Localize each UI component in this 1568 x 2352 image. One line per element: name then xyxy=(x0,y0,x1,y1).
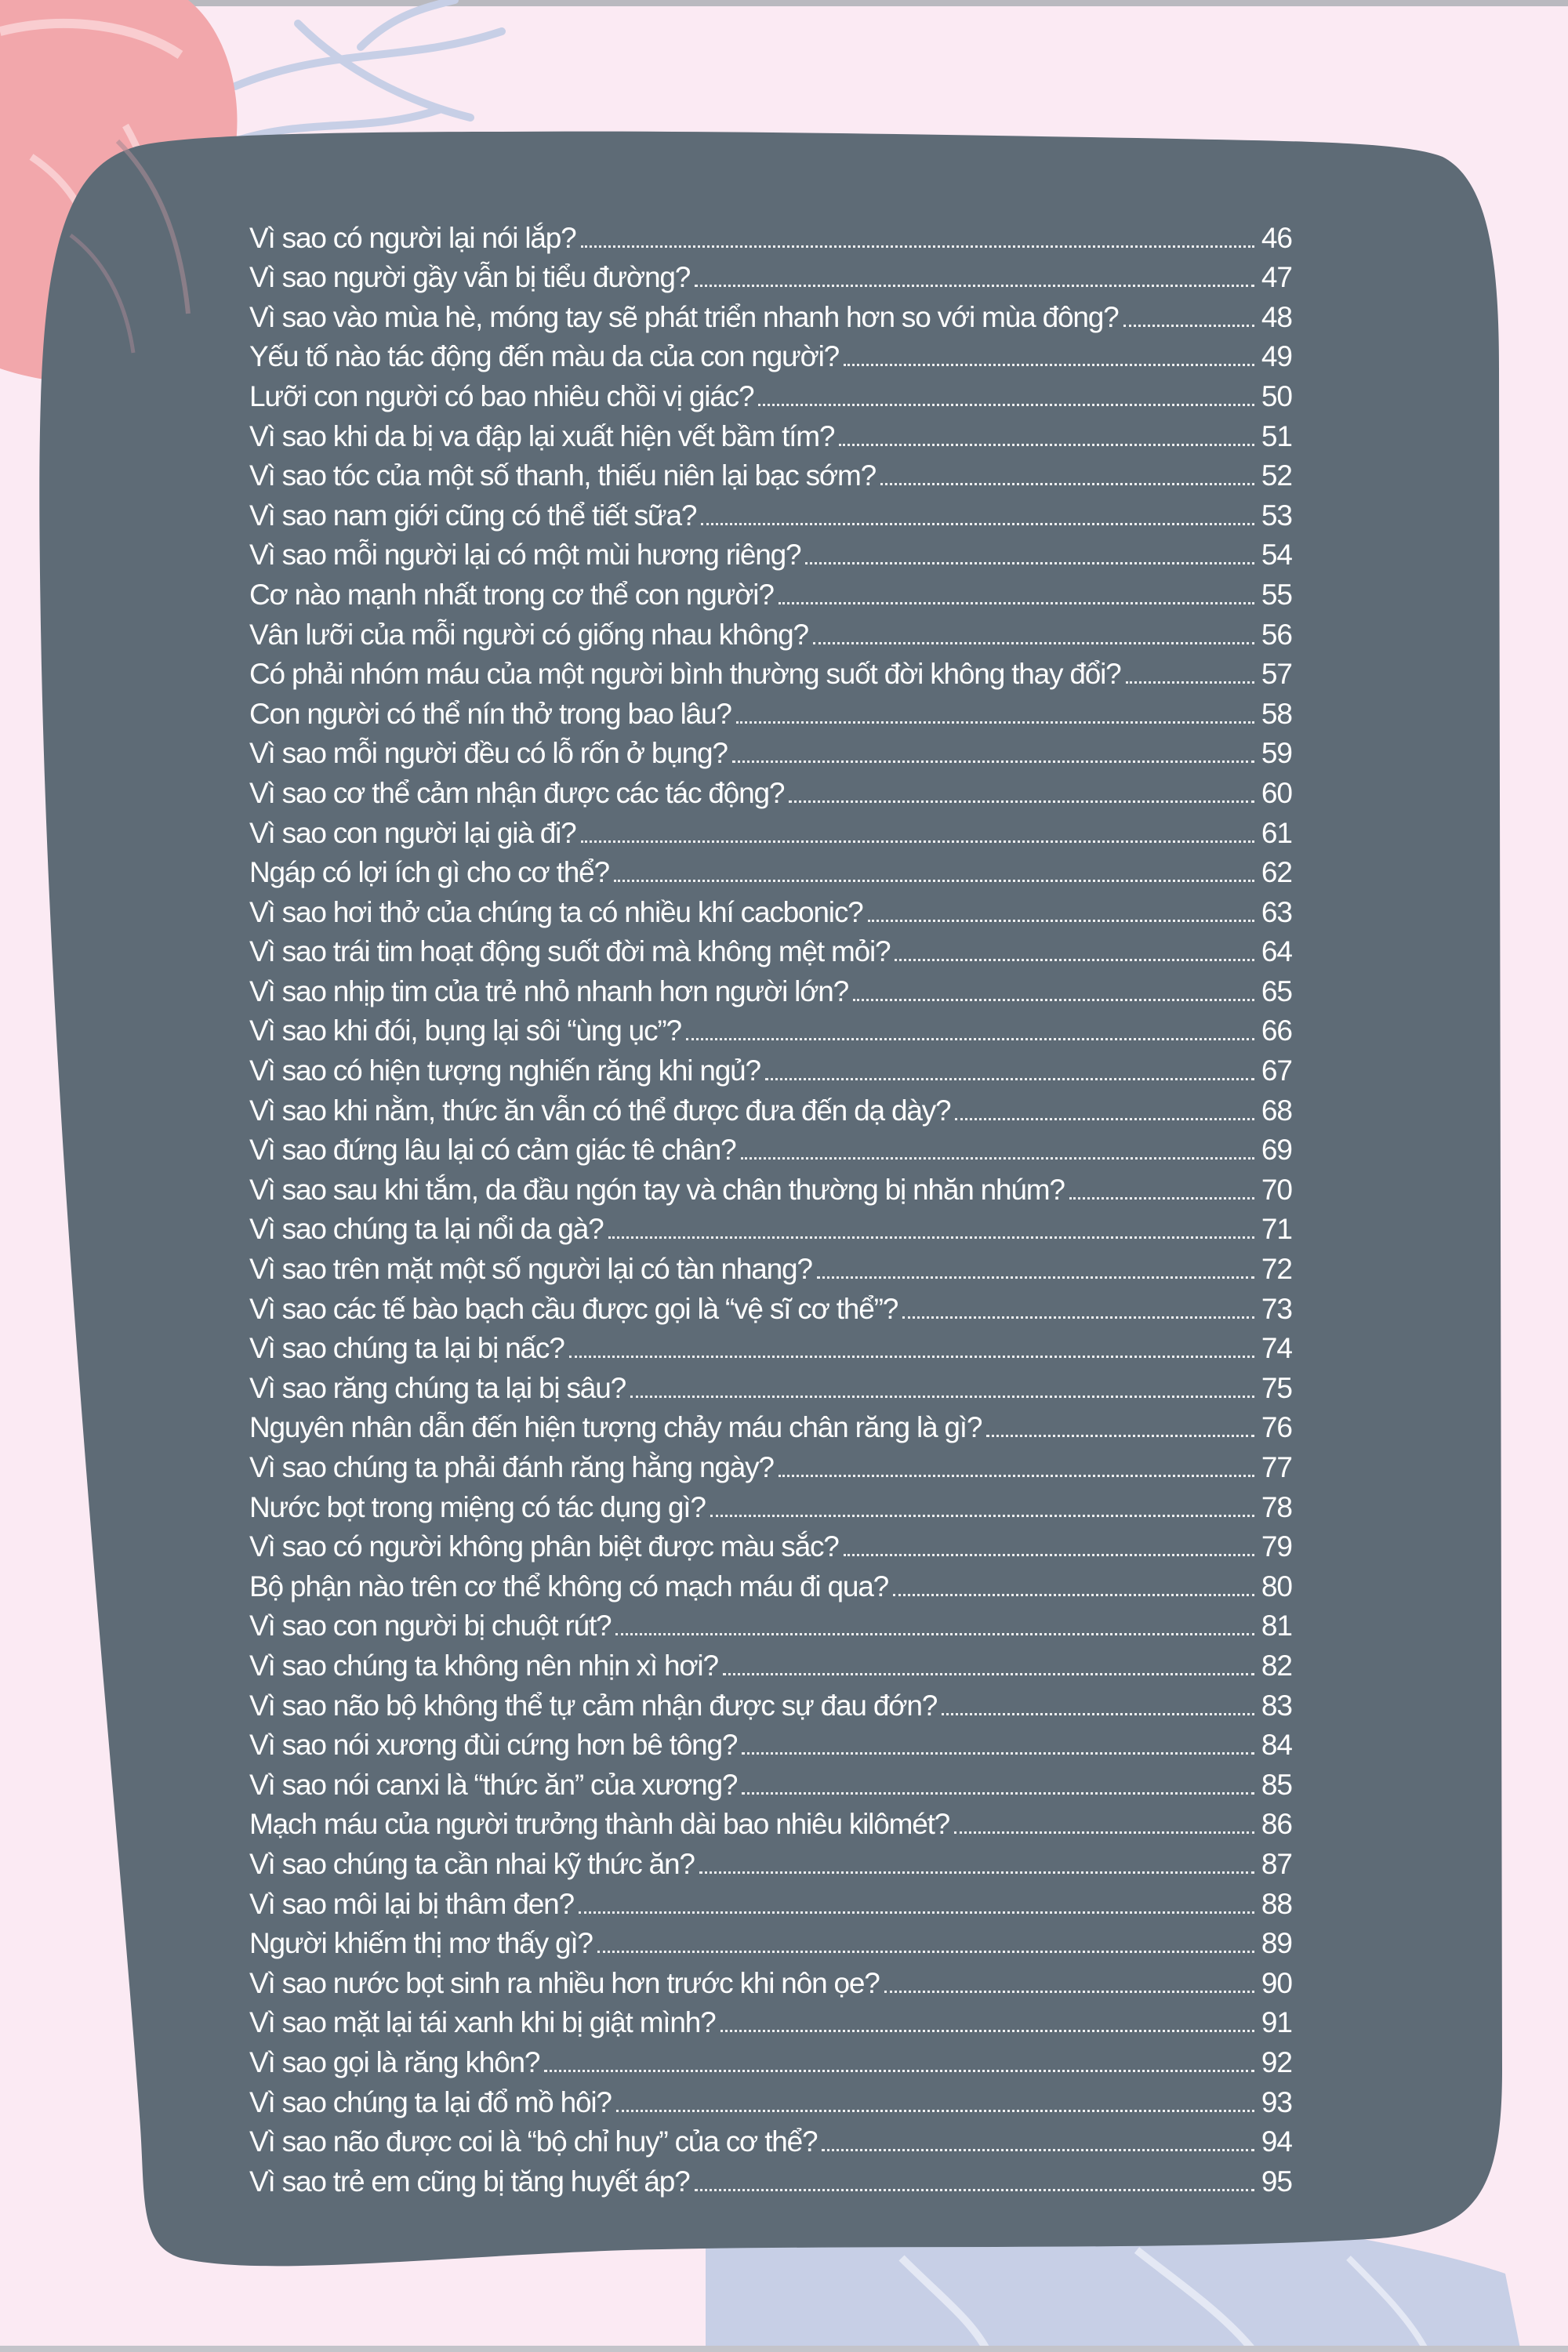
dot-leader xyxy=(695,2189,1254,2191)
toc-entry xyxy=(249,813,1292,853)
toc-entry xyxy=(249,1606,1292,1646)
toc-entry-title: Vì sao cơ thể cảm nhận được các tác động? xyxy=(249,776,785,809)
dot-leader xyxy=(822,2149,1254,2151)
dot-leader xyxy=(608,1236,1254,1239)
toc-entry-page-number: 52 xyxy=(1261,459,1292,492)
dot-leader xyxy=(544,2070,1254,2072)
dot-leader xyxy=(1126,681,1254,684)
toc-entry-page-number: 91 xyxy=(1261,2006,1292,2039)
dot-leader xyxy=(884,1991,1254,1993)
dot-leader xyxy=(813,642,1254,644)
toc-entry-page-number: 48 xyxy=(1261,300,1292,333)
toc-entry xyxy=(249,1091,1292,1131)
toc-entry-page-number: 65 xyxy=(1261,975,1292,1007)
bottom-border xyxy=(0,2346,1568,2352)
toc-entry xyxy=(249,1527,1292,1567)
toc-entry-title: Nguyên nhân dẫn đến hiện tượng chảy máu chân răng là gì? xyxy=(249,1411,982,1444)
dot-leader xyxy=(1123,325,1255,327)
toc-entry-title: Lưỡi con người có bao nhiêu chồi vị giác? xyxy=(249,379,754,412)
toc-entry-page-number: 85 xyxy=(1261,1768,1292,1801)
dot-leader xyxy=(597,1951,1254,1953)
dot-leader xyxy=(615,1633,1254,1635)
toc-entry xyxy=(249,1487,1292,1527)
toc-entry-title: Bộ phận nào trên cơ thể không có mạch máu đi qua? xyxy=(249,1570,888,1602)
toc-entry-title: Vì sao trẻ em cũng bị tăng huyết áp? xyxy=(249,2165,690,2198)
dot-leader xyxy=(839,444,1254,446)
toc-entry-title: Vì sao nói canxi là “thức ăn” của xương? xyxy=(249,1768,738,1801)
toc-entry xyxy=(249,655,1292,695)
dot-leader xyxy=(986,1435,1254,1437)
toc-entry xyxy=(249,2122,1292,2162)
toc-entry-page-number: 60 xyxy=(1261,776,1292,809)
toc-entry-page-number: 63 xyxy=(1261,895,1292,928)
toc-entry-page-number: 56 xyxy=(1261,618,1292,651)
toc-entry xyxy=(249,2161,1292,2201)
dot-leader xyxy=(779,602,1254,604)
toc-entry-title: Vì sao nhịp tim của trẻ nhỏ nhanh hơn người lớn? xyxy=(249,975,849,1007)
dot-leader xyxy=(581,840,1254,843)
dot-leader xyxy=(614,880,1254,882)
toc-entry-title: Vì sao chúng ta lại đổ mồ hôi? xyxy=(249,2085,612,2118)
toc-entry-page-number: 78 xyxy=(1261,1490,1292,1523)
toc-entry-title: Vì sao người gầy vẫn bị tiểu đường? xyxy=(249,261,691,294)
dot-leader xyxy=(701,523,1254,525)
dot-leader xyxy=(765,1078,1254,1080)
toc-entry-title: Vì sao chúng ta cần nhai kỹ thức ăn? xyxy=(249,1847,695,1880)
toc-entry-page-number: 90 xyxy=(1261,1966,1292,1999)
toc-entry-page-number: 94 xyxy=(1261,2125,1292,2158)
toc-entry xyxy=(249,258,1292,298)
dot-leader xyxy=(758,404,1254,406)
toc-entry-title: Vì sao chúng ta không nên nhịn xì hơi? xyxy=(249,1649,718,1682)
toc-entry-page-number: 93 xyxy=(1261,2085,1292,2118)
toc-entry-page-number: 68 xyxy=(1261,1094,1292,1127)
toc-entry-page-number: 59 xyxy=(1261,737,1292,770)
toc-entry-page-number: 86 xyxy=(1261,1808,1292,1841)
dot-leader xyxy=(844,1554,1254,1556)
toc-entry-title: Yếu tố nào tác động đến màu da của con người? xyxy=(249,340,840,373)
toc-entry-page-number: 72 xyxy=(1261,1253,1292,1286)
toc-entry-page-number: 69 xyxy=(1261,1134,1292,1167)
toc-entry xyxy=(249,1726,1292,1766)
toc-entry-page-number: 89 xyxy=(1261,1927,1292,1960)
dot-leader xyxy=(880,483,1254,485)
toc-entry-page-number: 49 xyxy=(1261,340,1292,373)
dot-leader xyxy=(844,364,1254,366)
dot-leader xyxy=(779,1475,1254,1477)
toc-entry-page-number: 75 xyxy=(1261,1371,1292,1404)
toc-entry-title: Vì sao con người bị chuột rút? xyxy=(249,1610,612,1642)
toc-entry xyxy=(249,971,1292,1011)
toc-entry-page-number: 76 xyxy=(1261,1411,1292,1444)
toc-entry-page-number: 71 xyxy=(1261,1213,1292,1246)
toc-entry-page-number: 46 xyxy=(1261,221,1292,254)
toc-entry xyxy=(249,1765,1292,1805)
toc-entry-page-number: 79 xyxy=(1261,1530,1292,1563)
toc-entry xyxy=(249,1646,1292,1686)
dot-leader xyxy=(789,800,1254,803)
dot-leader xyxy=(817,1276,1254,1279)
toc-entry-title: Vì sao con người lại già đi? xyxy=(249,816,576,849)
dot-leader xyxy=(742,1792,1254,1795)
dot-leader xyxy=(736,721,1254,724)
toc-entry xyxy=(249,1249,1292,1289)
toc-entry-page-number: 83 xyxy=(1261,1689,1292,1722)
toc-entry-page-number: 82 xyxy=(1261,1649,1292,1682)
toc-entry-page-number: 54 xyxy=(1261,539,1292,572)
dot-leader xyxy=(579,1911,1254,1914)
toc-entry-title: Vì sao răng chúng ta lại bị sâu? xyxy=(249,1371,626,1404)
toc-entry-title: Mạch máu của người trưởng thành dài bao nhiêu kilômét? xyxy=(249,1808,950,1841)
toc-entry-page-number: 74 xyxy=(1261,1332,1292,1365)
toc-entry xyxy=(249,615,1292,655)
toc-entry xyxy=(249,892,1292,932)
toc-entry-title: Vì sao trái tim hoạt động suốt đời mà không mệt mỏi? xyxy=(249,935,891,968)
toc-entry-title: Vì sao nước bọt sinh ra nhiều hơn trước khi nôn ọe? xyxy=(249,1966,880,1999)
toc-entry-page-number: 80 xyxy=(1261,1570,1292,1602)
dot-leader xyxy=(942,1713,1254,1715)
toc-entry xyxy=(249,2042,1292,2082)
dot-leader xyxy=(710,1515,1254,1517)
dot-leader xyxy=(616,2110,1254,2112)
toc-entry-title: Vì sao não bộ không thể tự cảm nhận được sự đau đớn? xyxy=(249,1689,938,1722)
dot-leader xyxy=(581,245,1254,248)
dot-leader xyxy=(695,285,1254,287)
toc-entry-page-number: 47 xyxy=(1261,261,1292,294)
toc-entry-title: Người khiếm thị mơ thấy gì? xyxy=(249,1927,593,1960)
toc-entry-title: Nước bọt trong miệng có tác dụng gì? xyxy=(249,1490,706,1523)
toc-entry-page-number: 92 xyxy=(1261,2045,1292,2078)
toc-entry-page-number: 57 xyxy=(1261,658,1292,691)
toc-entry-title: Vì sao chúng ta lại bị nấc? xyxy=(249,1332,564,1365)
dot-leader xyxy=(723,1673,1254,1675)
toc-entry xyxy=(249,376,1292,416)
toc-entry-page-number: 95 xyxy=(1261,2165,1292,2198)
dot-leader xyxy=(868,920,1255,922)
dot-leader xyxy=(955,1118,1254,1120)
toc-entry-title: Vì sao môi lại bị thâm đen? xyxy=(249,1887,574,1920)
toc-entry-title: Vì sao tóc của một số thanh, thiếu niên lại bạc sớm? xyxy=(249,459,876,492)
toc-entry-page-number: 66 xyxy=(1261,1014,1292,1047)
toc-entry-title: Vì sao có hiện tượng nghiến răng khi ngủ? xyxy=(249,1054,760,1087)
toc-entry xyxy=(249,456,1292,496)
toc-entry xyxy=(249,1329,1292,1369)
toc-entry-title: Vì sao nam giới cũng có thể tiết sữa? xyxy=(249,499,697,532)
toc-entry-title: Vì sao mỗi người đều có lỗ rốn ở bụng? xyxy=(249,737,728,770)
dot-leader xyxy=(853,999,1254,1001)
toc-entry-title: Vì sao các tế bào bạch cầu được gọi là “vệ sĩ cơ thể”? xyxy=(249,1292,898,1325)
toc-entry xyxy=(249,1131,1292,1171)
toc-entry-page-number: 73 xyxy=(1261,1292,1292,1325)
toc-entry xyxy=(249,773,1292,813)
toc-entry xyxy=(249,734,1292,774)
dot-leader xyxy=(699,1871,1254,1874)
toc-entry xyxy=(249,1051,1292,1091)
toc-entry-title: Vì sao đứng lâu lại có cảm giác tê chân? xyxy=(249,1134,736,1167)
toc-entry xyxy=(249,694,1292,734)
toc-entry-page-number: 70 xyxy=(1261,1173,1292,1206)
toc-entry xyxy=(249,495,1292,535)
toc-entry-page-number: 88 xyxy=(1261,1887,1292,1920)
toc-entry-title: Vì sao khi nằm, thức ăn vẫn có thể được đưa đến dạ dày? xyxy=(249,1094,951,1127)
toc-entry xyxy=(249,297,1292,337)
toc-entry-title: Vì sao mặt lại tái xanh khi bị giật mình? xyxy=(249,2006,716,2039)
toc-entry-title: Vì sao có người lại nói lắp? xyxy=(249,221,576,254)
toc-entry-title: Vì sao trên mặt một số người lại có tàn nhang? xyxy=(249,1253,812,1286)
toc-entry xyxy=(249,2082,1292,2122)
toc-entry xyxy=(249,1884,1292,1924)
dot-leader xyxy=(686,1038,1254,1040)
toc-entry-title: Cơ nào mạnh nhất trong cơ thể con người? xyxy=(249,578,774,611)
toc-entry xyxy=(249,416,1292,456)
toc-entry-title: Vì sao nói xương đùi cứng hơn bê tông? xyxy=(249,1729,738,1762)
toc-entry-page-number: 61 xyxy=(1261,816,1292,849)
toc-entry-title: Có phải nhóm máu của một người bình thường suốt đời không thay đổi? xyxy=(249,658,1121,691)
toc-entry-title: Vì sao hơi thở của chúng ta có nhiều khí cacbonic? xyxy=(249,895,863,928)
toc-entry xyxy=(249,1924,1292,1964)
toc-entry xyxy=(249,1289,1292,1329)
toc-entry xyxy=(249,1805,1292,1845)
toc-entry-title: Con người có thể nín thở trong bao lâu? xyxy=(249,697,731,730)
toc-entry xyxy=(249,337,1292,377)
dot-leader xyxy=(569,1356,1254,1358)
toc-entry-title: Vì sao sau khi tắm, da đầu ngón tay và chân thường bị nhăn nhúm? xyxy=(249,1173,1065,1206)
toc-entry xyxy=(249,1368,1292,1408)
toc-entry xyxy=(249,1566,1292,1606)
toc-entry xyxy=(249,535,1292,575)
dot-leader xyxy=(732,760,1254,763)
toc-entry xyxy=(249,1170,1292,1210)
toc-entry-page-number: 67 xyxy=(1261,1054,1292,1087)
toc-entry-page-number: 77 xyxy=(1261,1451,1292,1483)
toc-entry-title: Vì sao chúng ta lại nổi da gà? xyxy=(249,1213,604,1246)
toc-entry-title: Vì sao gọi là răng khôn? xyxy=(249,2045,540,2078)
dot-leader xyxy=(742,1752,1254,1755)
dot-leader xyxy=(1069,1197,1254,1200)
toc-entry-title: Vì sao có người không phân biệt được màu sắc? xyxy=(249,1530,839,1563)
dot-leader xyxy=(741,1157,1254,1160)
dot-leader xyxy=(902,1316,1254,1319)
toc-entry xyxy=(249,1844,1292,1884)
toc-entry xyxy=(249,932,1292,972)
toc-entry-page-number: 62 xyxy=(1261,856,1292,889)
toc-entry-page-number: 55 xyxy=(1261,578,1292,611)
toc-entry-title: Vì sao vào mùa hè, móng tay sẽ phát triển nhanh hơn so với mùa đông? xyxy=(249,300,1119,333)
dot-leader xyxy=(954,1831,1254,1834)
toc-entry-title: Vì sao não được coi là “bộ chỉ huy” của cơ thể? xyxy=(249,2125,818,2158)
toc-entry xyxy=(249,218,1292,258)
dot-leader xyxy=(630,1396,1254,1398)
dot-leader xyxy=(805,562,1254,564)
toc-entry-page-number: 87 xyxy=(1261,1847,1292,1880)
toc-entry-page-number: 50 xyxy=(1261,379,1292,412)
toc-entry-title: Vì sao khi da bị va đập lại xuất hiện vết bầm tím? xyxy=(249,419,835,452)
toc-entry-page-number: 81 xyxy=(1261,1610,1292,1642)
table-of-contents xyxy=(249,218,1292,2201)
toc-entry xyxy=(249,2003,1292,2043)
dot-leader xyxy=(895,959,1254,961)
toc-entry-title: Vân lưỡi của mỗi người có giống nhau không? xyxy=(249,618,808,651)
toc-entry xyxy=(249,1963,1292,2003)
toc-entry xyxy=(249,1210,1292,1250)
toc-entry xyxy=(249,1686,1292,1726)
toc-entry-title: Vì sao khi đói, bụng lại sôi “ùng ục”? xyxy=(249,1014,681,1047)
toc-entry-page-number: 64 xyxy=(1261,935,1292,968)
dot-leader xyxy=(893,1594,1254,1596)
toc-entry xyxy=(249,1447,1292,1487)
toc-entry-title: Ngáp có lợi ích gì cho cơ thể? xyxy=(249,856,609,889)
toc-entry xyxy=(249,853,1292,893)
toc-entry xyxy=(249,575,1292,615)
toc-entry-title: Vì sao chúng ta phải đánh răng hằng ngày? xyxy=(249,1451,774,1483)
dot-leader xyxy=(720,2030,1254,2032)
toc-entry-page-number: 58 xyxy=(1261,697,1292,730)
toc-entry-page-number: 51 xyxy=(1261,419,1292,452)
toc-entry-title: Vì sao mỗi người lại có một mùi hương riêng? xyxy=(249,539,801,572)
toc-entry-page-number: 84 xyxy=(1261,1729,1292,1762)
toc-entry xyxy=(249,1011,1292,1051)
toc-entry xyxy=(249,1408,1292,1448)
toc-entry-page-number: 53 xyxy=(1261,499,1292,532)
